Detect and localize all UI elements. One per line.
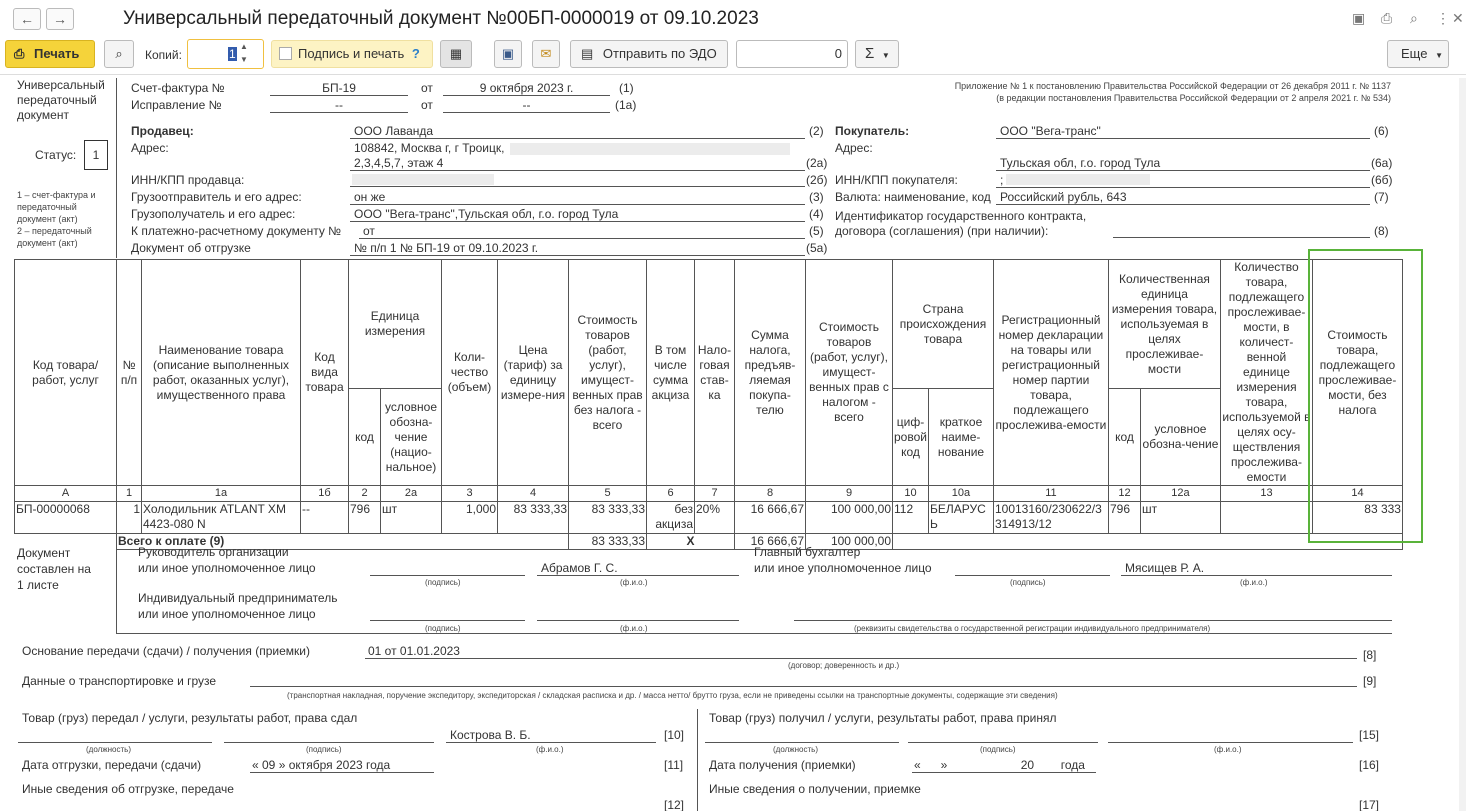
ip-label: Индивидуальный предприниматель — [138, 591, 338, 605]
seller-name: ООО Лаванда — [350, 124, 805, 139]
col-header: Код вида товара — [301, 260, 349, 486]
recv-date-value: « » 20 года — [912, 758, 1096, 773]
table-row[interactable] — [15, 502, 1403, 534]
more-label: Еще — [1401, 46, 1428, 61]
table-edit-icon: ▦ — [449, 46, 463, 61]
head-label: Руководитель организации — [138, 545, 289, 559]
chevron-down-icon: ▼ — [1435, 51, 1443, 60]
email-button[interactable] — [532, 40, 560, 68]
invoice-label: Счет-фактура № — [131, 81, 225, 95]
field-number: [15] — [1359, 728, 1380, 742]
chief-name: Мясищев Р. А. — [1121, 561, 1392, 576]
col-number: 10 — [893, 486, 929, 502]
col-number: 5 — [569, 486, 647, 502]
col-header: Коли-чество (объем) — [442, 260, 498, 486]
column-numbers-row — [15, 486, 1403, 502]
field-number: (3) — [809, 190, 824, 204]
basis-label: Основание передачи (сдачи) / получения (приемки) — [22, 644, 310, 658]
field-number: [12] — [664, 798, 685, 811]
appendix-line: (в редакции постановления Правительства Российской Федерации от 2 апреля 2021 г. № 534) — [996, 93, 1391, 103]
fio-hint: (ф.и.о.) — [1214, 745, 1242, 754]
col-header: Стоимость товаров (работ, услуг), имущест-венных прав без налога - всего — [569, 260, 647, 486]
close-icon[interactable]: ✕ — [1452, 10, 1464, 26]
gave-label: Товар (груз) передал / услуги, результаты работ, права сдал — [22, 711, 358, 725]
preview-icon[interactable]: ⌕ — [1410, 10, 1418, 26]
status-note-line: передаточный — [17, 202, 77, 212]
gave-position-line — [18, 742, 212, 743]
redacted-block — [1006, 174, 1150, 185]
col-number: 12а — [1140, 486, 1220, 502]
field-number: [11] — [664, 758, 684, 772]
currency-value: Российский рубль, 643 — [996, 190, 1370, 205]
preview-button[interactable] — [104, 40, 134, 68]
head-label: или иное уполномоченное лицо — [138, 561, 316, 575]
ip-sign-line — [370, 620, 525, 621]
invoice-date: 9 октября 2023 г. — [443, 81, 610, 96]
chief-sign-line — [955, 575, 1110, 576]
ip-reg-line — [794, 620, 1392, 621]
cell-kind: -- — [301, 502, 349, 534]
status-value: 1 — [84, 140, 108, 170]
floppy-icon: ▣ — [501, 46, 515, 61]
col-number: 1 — [117, 486, 142, 502]
correction-label: Исправление № — [131, 98, 222, 112]
field-number: (6) — [1374, 124, 1389, 138]
currency-label: Валюта: наименование, код — [835, 190, 991, 204]
col-number: 4 — [498, 486, 569, 502]
col-number: 10а — [928, 486, 993, 502]
col-number: А — [15, 486, 117, 502]
buyer-inn: ; — [996, 173, 1370, 188]
sign-print-toggle[interactable] — [271, 40, 433, 68]
sign-hint: (подпись) — [980, 745, 1016, 754]
col-header: условное обозна-чение — [1140, 389, 1220, 486]
sign-print-label: Подпись и печать — [298, 46, 405, 61]
buyer-inn-label: ИНН/КПП покупателя: — [835, 173, 958, 187]
status-note-line: 1 – счет-фактура и — [17, 190, 96, 200]
highlight-box — [1308, 249, 1423, 543]
col-header: краткое наиме-нование — [928, 389, 993, 486]
doc-composed-line: составлен на — [17, 562, 91, 576]
field-number: (1) — [619, 81, 634, 95]
transport-hint: (транспортная накладная, поручение экспедитору, экспедиторская / складская расписка и др. / масса нетто/ брутто груза, если не приведены ссылки на транспортные документы, содержащие эти сведения) — [287, 691, 1058, 700]
field-number: (4) — [809, 207, 824, 221]
scrollbar[interactable] — [1459, 78, 1466, 811]
doc-type-line: Универсальный — [17, 78, 105, 92]
cell-excise: без акциза — [647, 502, 695, 534]
total-cost: 83 333,33 — [569, 534, 647, 550]
cell-code: БП-00000068 — [15, 502, 117, 534]
status-note-line: документ (акт) — [17, 214, 78, 224]
basis-hint: (договор; доверенность и др.) — [788, 661, 900, 670]
payment-doc-value: от — [359, 224, 805, 239]
payment-doc-label: К платежно-расчетному документу № — [131, 224, 342, 238]
cell-price: 83 333,33 — [498, 502, 569, 534]
head-sign-line — [370, 575, 525, 576]
document-icon: ▤ — [581, 46, 594, 61]
envelope-icon: ✉ — [540, 46, 552, 61]
col-header: Единица измерения — [349, 260, 442, 389]
left-divider — [116, 78, 117, 258]
checkbox-icon — [279, 47, 292, 60]
col-header: код — [1108, 389, 1140, 486]
seller-label: Продавец: — [131, 124, 194, 138]
contract-label: договора (соглашения) (при наличии): — [835, 224, 1049, 238]
shipper-label: Грузоотправитель и его адрес: — [131, 190, 302, 204]
sign-hint: (подпись) — [425, 624, 461, 633]
edit-button[interactable] — [440, 40, 472, 68]
doc-composed — [17, 545, 91, 593]
transport-line — [250, 673, 1357, 687]
doc-composed-line: 1 листе — [17, 578, 59, 592]
fio-hint: (ф.и.о.) — [620, 624, 648, 633]
cell-tax: 16 666,67 — [735, 502, 806, 534]
help-icon[interactable]: ? — [411, 46, 420, 61]
recv-position-line — [705, 742, 899, 743]
ip-label: или иное уполномоченное лицо — [138, 607, 316, 621]
redacted-block — [510, 143, 790, 155]
doc-type — [17, 78, 105, 123]
field-number: [8] — [1363, 648, 1377, 662]
ship-date-label: Дата отгрузки, передачи (сдачи) — [22, 758, 202, 772]
field-number: (7) — [1374, 190, 1389, 204]
more-button[interactable] — [1387, 40, 1449, 68]
col-header: Код товара/ работ, услуг — [15, 260, 117, 486]
col-number: 3 — [442, 486, 498, 502]
copies-label: Копий: — [145, 48, 182, 62]
col-header: В том числе сумма акциза — [647, 260, 695, 486]
from-label: от — [421, 81, 433, 95]
buyer-label: Покупатель: — [835, 124, 910, 138]
col-number: 14 — [1312, 486, 1402, 502]
cell-name: Холодильник ATLANT ХМ 4423-080 N — [142, 502, 301, 534]
other-recv-label: Иные сведения о получении, приемке — [709, 782, 921, 796]
copies-input[interactable] — [187, 39, 264, 69]
status-note-line: документ (акт) — [17, 238, 78, 248]
contract-line — [1113, 224, 1370, 238]
position-hint: (должность) — [773, 745, 818, 754]
print-button[interactable] — [5, 40, 95, 68]
printer-icon: ⎙ — [14, 46, 25, 61]
ip-fio-line — [537, 620, 739, 621]
shipment-doc-label: Документ об отгрузке — [131, 241, 251, 255]
recv-sign-line — [908, 742, 1098, 743]
buyer-address-label: Адрес: — [835, 141, 873, 155]
col-number: 12 — [1108, 486, 1140, 502]
cell-num: 1 — [117, 502, 142, 534]
amount-field[interactable]: 0 — [736, 40, 848, 68]
transport-label: Данные о транспортировке и грузе — [22, 674, 217, 688]
correction-number: -- — [270, 98, 408, 113]
print-label: Печать — [34, 46, 80, 61]
cell-unit-code: 796 — [349, 502, 381, 534]
col-header: Наименование товара (описание выполненных работ, оказанных услуг), имущественного права — [142, 260, 301, 486]
seller-address-line1: 108842, Москва г, г Троицк, — [354, 141, 505, 155]
col-header: Регистрационный номер декларации на товары или регистрационный номер партии товара, подлежащего прослежива-емости — [993, 260, 1108, 486]
cell-rate: 20% — [695, 502, 735, 534]
seller-address-line2: 2,3,4,5,7, этаж 4 — [350, 156, 805, 171]
col-number: 11 — [993, 486, 1108, 502]
col-header: условное обозна-чение (нацио-нальное) — [381, 389, 442, 486]
cell-country-name: БЕЛАРУСЬ — [928, 502, 993, 534]
recv-date-label: Дата получения (приемки) — [709, 758, 856, 772]
sum-label: Σ — [865, 45, 875, 62]
gave-name: Кострова В. Б. — [446, 728, 656, 743]
head-name: Абрамов Г. С. — [537, 561, 739, 576]
col-header: Нало-говая став-ка — [695, 260, 735, 486]
doc-type-line: передаточный — [17, 93, 97, 107]
more-icon[interactable]: ⋮ — [1436, 10, 1450, 26]
col-number: 2 — [349, 486, 381, 502]
seller-address-label: Адрес: — [131, 141, 169, 155]
col-header: циф-ровой код — [893, 389, 929, 486]
ip-reg-hint: (реквизиты свидетельства о государственной регистрации индивидуального предпринимателя) — [854, 624, 1211, 633]
consignee-label: Грузополучатель и его адрес: — [131, 207, 296, 221]
goods-table — [14, 259, 1403, 550]
field-number: (2а) — [806, 156, 828, 170]
col-number: 7 — [695, 486, 735, 502]
appendix-note — [955, 80, 1391, 104]
cell-track-cost: 83 333 — [1312, 502, 1402, 534]
cell-track-qty — [1220, 502, 1312, 534]
col-number: 9 — [806, 486, 893, 502]
col-header: Стоимость товара, подлежащего прослеживае-мости, без налога — [1312, 260, 1402, 486]
forward-button[interactable]: → — [46, 8, 74, 30]
sign-hint: (подпись) — [1010, 578, 1046, 587]
copies-value: 1 — [229, 47, 236, 61]
fio-hint: (ф.и.о.) — [536, 745, 564, 754]
cell-cost: 83 333,33 — [569, 502, 647, 534]
col-header: Сумма налога, предъяв-ляемая покупа-телю — [735, 260, 806, 486]
send-edo-label: Отправить по ЭДО — [602, 46, 717, 61]
contract-label: Идентификатор государственного контракта, — [835, 209, 1087, 223]
col-header: Стоимость товаров (работ, услуг), имущест-венных прав с налогом - всего — [806, 260, 893, 486]
shipper-value: он же — [350, 190, 805, 205]
field-number: (6а) — [1371, 156, 1393, 170]
ship-date-value: « 09 » октября 2023 года — [250, 758, 434, 773]
sign-hint: (подпись) — [306, 745, 342, 754]
status-note-1 — [17, 189, 96, 249]
status-label: Статус: — [35, 148, 77, 162]
col-number: 13 — [1220, 486, 1312, 502]
print-icon[interactable]: ⎙ — [1381, 10, 1393, 26]
position-hint: (должность) — [86, 745, 131, 754]
basis-value: 01 от 01.01.2023 — [365, 644, 1357, 659]
col-header: Страна происхождения товара — [893, 260, 994, 389]
invoice-number: БП-19 — [270, 81, 408, 96]
chevron-down-icon: ▼ — [881, 51, 890, 60]
col-header: Цена (тариф) за единицу измере-ния — [498, 260, 569, 486]
save-button[interactable] — [494, 40, 522, 68]
from-label: от — [421, 98, 433, 112]
other-ship-label: Иные сведения об отгрузке, передаче — [22, 782, 234, 796]
col-header: код — [349, 389, 381, 486]
fio-hint: (ф.и.о.) — [620, 578, 648, 587]
seller-inn-label: ИНН/КПП продавца: — [131, 173, 245, 187]
col-number: 6 — [647, 486, 695, 502]
gave-sign-line — [224, 742, 434, 743]
bottom-divider — [697, 709, 698, 811]
col-number: 8 — [735, 486, 806, 502]
page-title: Универсальный передаточный документ №00БП-0000019 от 09.10.2023 — [123, 8, 759, 29]
send-edo-button[interactable] — [570, 40, 728, 68]
cell-total: 100 000,00 — [806, 502, 893, 534]
save-icon[interactable]: ▣ — [1352, 10, 1366, 26]
doc-type-line: документ — [17, 108, 69, 122]
correction-date: -- — [443, 98, 610, 113]
cell-unit-name: шт — [381, 502, 442, 534]
sign-divider — [116, 538, 117, 634]
doc-composed-line: Документ — [17, 546, 71, 560]
cell-country-code: 112 — [893, 502, 929, 534]
total-total: 100 000,00 — [806, 534, 893, 550]
field-number: [9] — [1363, 674, 1377, 688]
chief-label: Главный бухгалтер — [754, 545, 861, 559]
fio-hint: (ф.и.о.) — [1240, 578, 1268, 587]
buyer-name: ООО "Вега-транс" — [996, 124, 1370, 139]
title-bar — [0, 0, 1466, 38]
field-number: (5) — [809, 224, 824, 238]
col-number: 1а — [142, 486, 301, 502]
status-note-line: 2 – передаточный — [17, 226, 92, 236]
col-number: 1б — [301, 486, 349, 502]
buyer-address: Тульская обл, г.о. город Тула — [996, 156, 1370, 171]
receive-label: Товар (груз) получил / услуги, результаты работ, права принял — [709, 711, 1057, 725]
cell-track-name: шт — [1140, 502, 1220, 534]
spin-up-icon[interactable]: ▲ — [240, 42, 248, 51]
spin-down-icon[interactable]: ▼ — [240, 55, 248, 64]
field-number: (6б) — [1371, 173, 1393, 187]
back-button[interactable]: ← — [13, 8, 41, 30]
redacted-block — [352, 174, 494, 185]
total-label: Всего к оплате (9) — [117, 534, 569, 550]
field-number: (1а) — [615, 98, 637, 112]
sum-button[interactable] — [855, 40, 899, 68]
field-number: [17] — [1359, 798, 1380, 811]
col-header: Количество товара, подлежащего прослеживае-мости, в количест-венной единице измерения товара, используемой в целях осу-ществления прослежива-емости — [1222, 260, 1311, 484]
field-number: (5а) — [806, 241, 828, 255]
total-excise: Х — [647, 534, 735, 550]
field-number: (2б) — [806, 173, 828, 187]
consignee-value: ООО "Вега-транс",Тульская обл, г.о. город Тула — [350, 207, 805, 222]
recv-fio-line — [1108, 742, 1353, 743]
field-number: (2) — [809, 124, 824, 138]
chief-label: или иное уполномоченное лицо — [754, 561, 932, 575]
field-number: (8) — [1374, 224, 1389, 238]
appendix-line: Приложение № 1 к постановлению Правительства Российской Федерации от 26 декабря 2011 г. № 1137 — [954, 81, 1391, 91]
cell-registration: 10013160/230622/3314913/12 — [993, 502, 1108, 534]
sign-hint: (подпись) — [425, 578, 461, 587]
col-header: № п/п — [117, 260, 142, 486]
shipment-doc-value: № п/п 1 № БП-19 от 09.10.2023 г. — [350, 241, 805, 256]
col-number: 2а — [381, 486, 442, 502]
cell-qty: 1,000 — [442, 502, 498, 534]
field-number: [10] — [664, 728, 685, 742]
field-number: [16] — [1359, 758, 1380, 772]
cell-track-code: 796 — [1108, 502, 1140, 534]
total-tax: 16 666,67 — [735, 534, 806, 550]
col-header: Количественная единица измерения товара, используемая в целях прослеживае-мости — [1108, 260, 1220, 389]
magnifier-icon: ⌕ — [115, 46, 123, 61]
